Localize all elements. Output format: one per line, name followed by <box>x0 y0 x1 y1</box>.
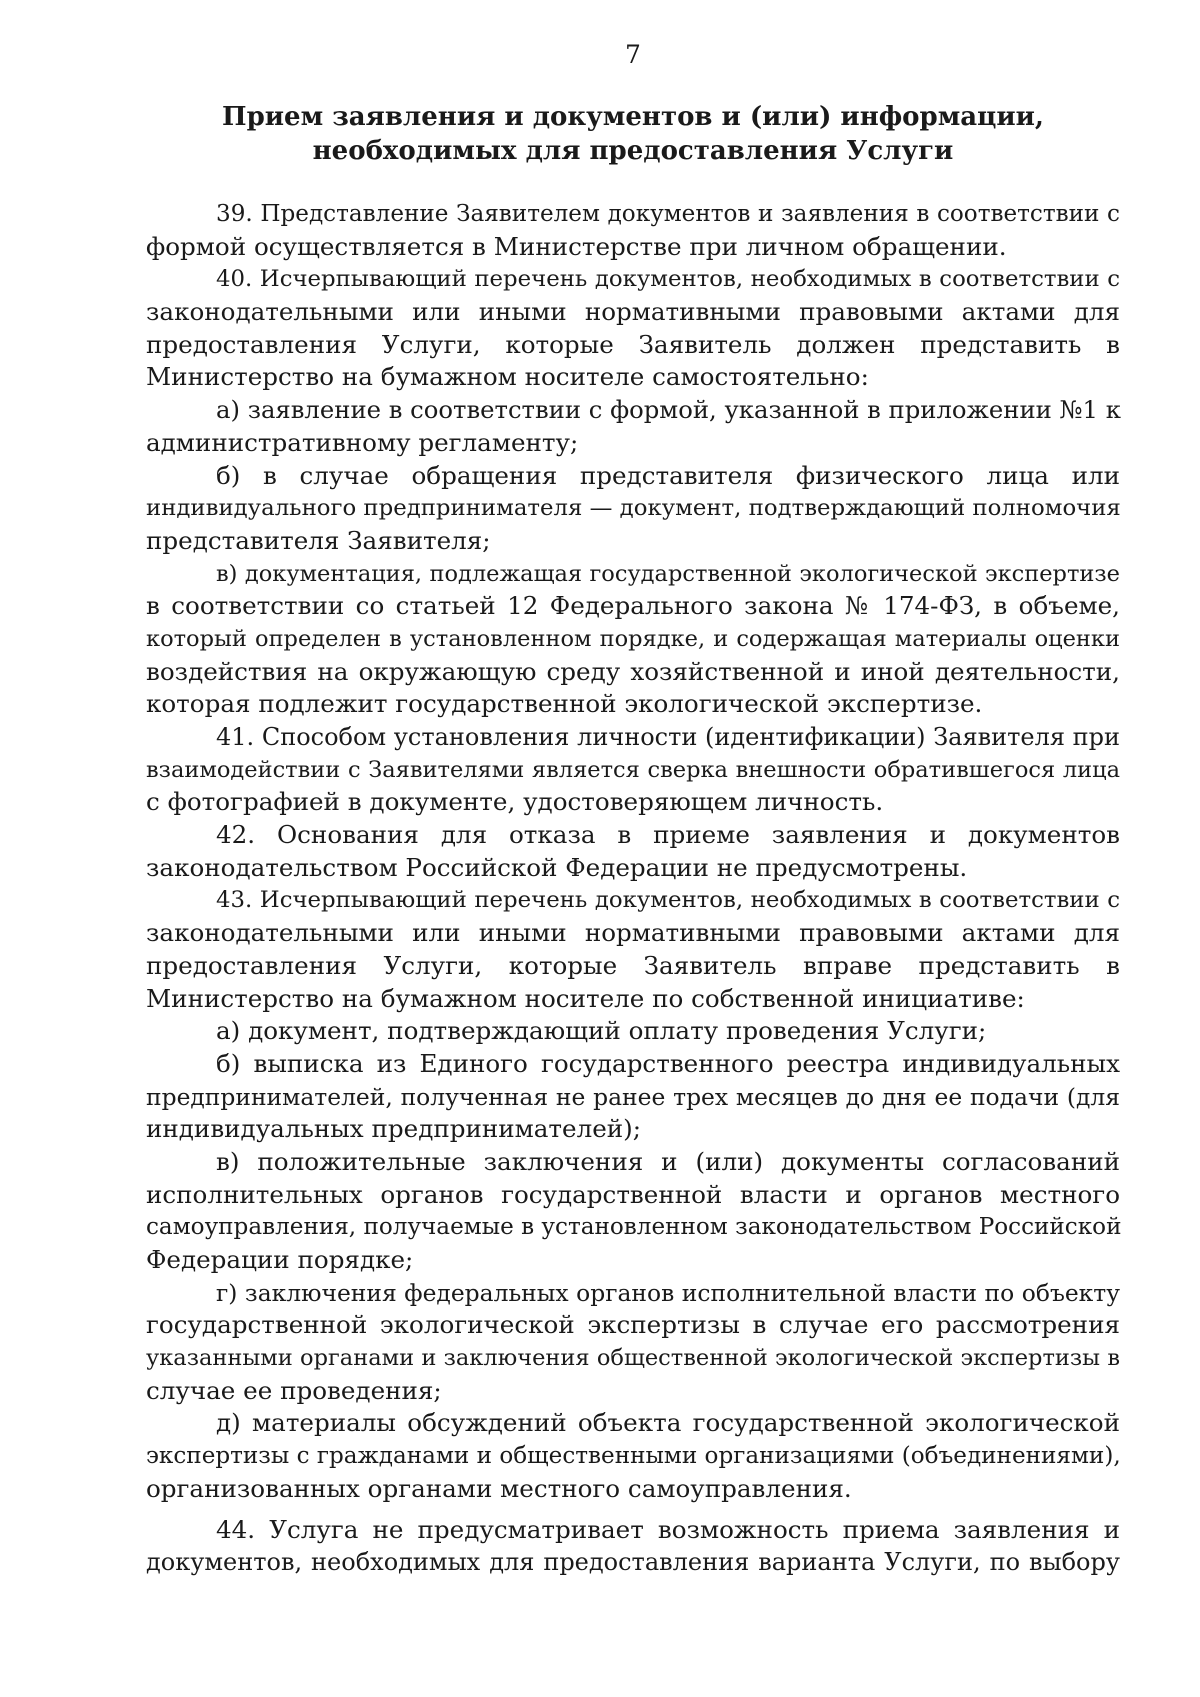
text-line: Министерство на бумажном носителе по собственной инициативе: <box>146 983 1025 1013</box>
text-line: 44. Услуга не предусматривает возможность приема заявления и <box>216 1514 1120 1544</box>
text-line: административному регламенту; <box>146 427 579 457</box>
text-line: 42. Основания для отказа в приеме заявления и документов <box>216 820 1120 850</box>
text-line: с фотографией в документе, удостоверяющем личность. <box>146 787 884 817</box>
text-line: который определен в установленном порядке, и содержащая материалы оценки <box>146 625 1120 652</box>
page-number: 7 <box>625 40 641 69</box>
body-text <box>146 198 1120 1579</box>
text-line: взаимодействии с Заявителями является сверка внешности обратившегося лица <box>146 756 1120 783</box>
text-line: предоставления Услуги, которые Заявитель должен представить в <box>146 329 1120 359</box>
text-line: предпринимателей, полученная не ранее трех месяцев до дня ее подачи (для <box>146 1082 1120 1111</box>
text-line: индивидуального предпринимателя — документ, подтверждающий полномочия <box>146 495 1121 522</box>
text-line: законодательством Российской Федерации не предусмотрены. <box>146 852 968 882</box>
text-line: Федерации порядке; <box>146 1245 414 1274</box>
section-heading <box>146 100 1120 168</box>
section-heading-line: Прием заявления и документов и (или) информации, <box>222 102 1044 132</box>
text-line: указанными органами и заключения общественной экологической экспертизы в <box>146 1345 1120 1372</box>
text-line: а) документ, подтверждающий оплату проведения Услуги; <box>216 1016 987 1046</box>
text-line: исполнительных органов государственной власти и органов местного <box>146 1179 1120 1209</box>
text-line: а) заявление в соответствии с формой, указанной в приложении №1 к <box>216 395 1121 425</box>
text-line: законодательными или иными нормативными правовыми актами для <box>146 918 1120 948</box>
text-line: в) положительные заключения и (или) документы согласований <box>216 1146 1120 1176</box>
section-heading-line: необходимых для предоставления Услуги <box>312 136 954 166</box>
text-line: законодательными или иными нормативными правовыми актами для <box>146 297 1120 327</box>
text-line: формой осуществляется в Министерстве при личном обращении. <box>146 231 1007 261</box>
text-line: представителя Заявителя; <box>146 525 491 555</box>
text-line: в) документация, подлежащая государственной экологической экспертизе <box>216 560 1120 587</box>
text-line: б) в случае обращения представителя физического лица или <box>216 460 1120 490</box>
text-line: документов, необходимых для предоставления варианта Услуги, по выбору <box>146 1548 1120 1577</box>
text-line: воздействия на окружающую среду хозяйственной и иной деятельности, <box>146 656 1120 686</box>
text-line: 43. Исчерпывающий перечень документов, необходимых в соответствии с <box>216 887 1120 914</box>
text-line: экспертизы с гражданами и общественными организациями (объединениями), <box>146 1443 1121 1470</box>
text-line: 40. Исчерпывающий перечень документов, необходимых в соответствии с <box>216 266 1120 293</box>
text-line: которая подлежит государственной экологической экспертизе. <box>146 689 983 719</box>
text-line: г) заключения федеральных органов исполнительной власти по объекту <box>216 1278 1120 1307</box>
text-line: 39. Представление Заявителем документов и заявления в соответствии с <box>216 201 1120 227</box>
text-line: индивидуальных предпринимателей); <box>146 1114 642 1144</box>
text-line: самоуправления, получаемые в установленном законодательством Российской <box>146 1214 1122 1241</box>
text-line: государственной экологической экспертизы в случае его рассмотрения <box>146 1310 1120 1340</box>
text-line: б) выписка из Единого государственного реестра индивидуальных <box>216 1048 1120 1078</box>
text-line: предоставления Услуги, которые Заявитель вправе представить в <box>146 950 1120 980</box>
text-line: в соответствии со статьей 12 Федерального закона № 174-ФЗ, в объеме, <box>146 591 1120 621</box>
text-line: Министерство на бумажном носителе самостоятельно: <box>146 362 869 392</box>
text-line: случае ее проведения; <box>146 1375 442 1405</box>
text-line: организованных органами местного самоуправления. <box>146 1473 852 1503</box>
text-line: д) материалы обсуждений объекта государственной экологической <box>216 1408 1120 1438</box>
text-line: 41. Способом установления личности (идентификации) Заявителя при <box>216 723 1120 751</box>
